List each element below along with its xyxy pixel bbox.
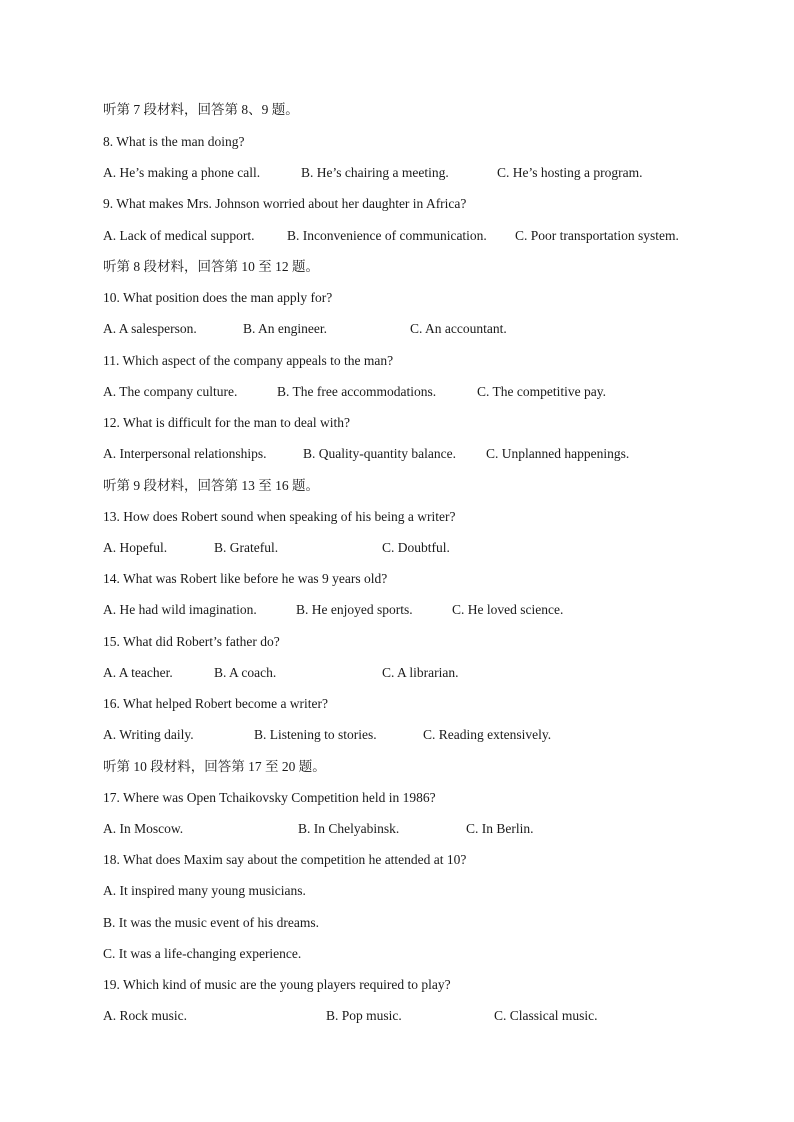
option-a: A. In Moscow.: [103, 821, 184, 836]
option-a: A. Interpersonal relationships.: [103, 446, 267, 461]
section-heading-10: 听第 10 段材料，回答第 17 至 20 题。: [103, 759, 326, 774]
option-c: C. The competitive pay.: [477, 384, 606, 399]
option-a: A. Rock music.: [103, 1008, 187, 1023]
option-b: B. He’s chairing a meeting.: [301, 165, 449, 180]
option-c: C. He loved science.: [452, 602, 564, 617]
option-b: B. In Chelyabinsk.: [298, 821, 400, 836]
option-a: A. The company culture.: [103, 384, 238, 399]
option-c: C. Classical music.: [494, 1008, 598, 1023]
option-a: A. He’s making a phone call.: [103, 165, 261, 180]
question-14: 14. What was Robert like before he was 9 years old?: [103, 571, 388, 586]
option-c: C. Reading extensively.: [423, 727, 552, 742]
option-a: A. A salesperson.: [103, 321, 197, 336]
option-c: C. An accountant.: [410, 321, 507, 336]
option-b: B. Pop music.: [326, 1008, 402, 1023]
question-17: 17. Where was Open Tchaikovsky Competition held in 1986?: [103, 790, 436, 805]
options-row-14: [103, 601, 754, 619]
option-c: C. Poor transportation system.: [515, 228, 679, 243]
section-heading-7: 听第 7 段材料，回答第 8、9 题。: [103, 102, 299, 117]
question-12: 12. What is difficult for the man to deal with?: [103, 415, 350, 430]
option-c-18: C. It was a life-changing experience.: [103, 946, 302, 961]
option-b: B. Quality-quantity balance.: [303, 446, 456, 461]
options-row-19: [103, 1007, 754, 1025]
option-a: A. Writing daily.: [103, 727, 194, 742]
option-a: A. Hopeful.: [103, 540, 168, 555]
option-c: C. In Berlin.: [466, 821, 534, 836]
option-c: C. A librarian.: [382, 665, 459, 680]
option-b: B. He enjoyed sports.: [296, 602, 413, 617]
question-11: 11. Which aspect of the company appeals to the man?: [103, 353, 394, 368]
option-b: B. Listening to stories.: [254, 727, 377, 742]
question-16: 16. What helped Robert become a writer?: [103, 696, 329, 711]
question-9: 9. What makes Mrs. Johnson worried about her daughter in Africa?: [103, 196, 467, 211]
options-row-15: [103, 664, 754, 682]
options-row-12: [103, 445, 754, 463]
question-19: 19. Which kind of music are the young players required to play?: [103, 977, 451, 992]
option-b: B. The free accommodations.: [277, 384, 437, 399]
option-b: B. Inconvenience of communication.: [287, 228, 487, 243]
options-row-10: [103, 320, 754, 338]
question-18: 18. What does Maxim say about the competition he attended at 10?: [103, 852, 467, 867]
option-a: A. He had wild imagination.: [103, 602, 257, 617]
option-a: A. A teacher.: [103, 665, 173, 680]
option-b: B. Grateful.: [214, 540, 279, 555]
section-heading-8: 听第 8 段材料，回答第 10 至 12 题。: [103, 259, 319, 274]
options-row-9: [103, 227, 754, 245]
option-a: A. Lack of medical support.: [103, 228, 255, 243]
option-b: B. An engineer.: [243, 321, 327, 336]
question-10: 10. What position does the man apply for?: [103, 290, 333, 305]
option-a-18: A. It inspired many young musicians.: [103, 883, 306, 898]
question-13: 13. How does Robert sound when speaking of his being a writer?: [103, 509, 456, 524]
option-c: C. Doubtful.: [382, 540, 450, 555]
question-15: 15. What did Robert’s father do?: [103, 634, 280, 649]
options-row-13: [103, 539, 754, 557]
options-row-11: [103, 383, 754, 401]
options-row-8: [103, 164, 754, 182]
question-8: 8. What is the man doing?: [103, 134, 245, 149]
option-c: C. He’s hosting a program.: [497, 165, 643, 180]
option-b-18: B. It was the music event of his dreams.: [103, 915, 319, 930]
options-row-16: [103, 726, 754, 744]
section-heading-9: 听第 9 段材料，回答第 13 至 16 题。: [103, 478, 319, 493]
option-c: C. Unplanned happenings.: [486, 446, 630, 461]
options-row-17: [103, 820, 754, 838]
option-b: B. A coach.: [214, 665, 277, 680]
